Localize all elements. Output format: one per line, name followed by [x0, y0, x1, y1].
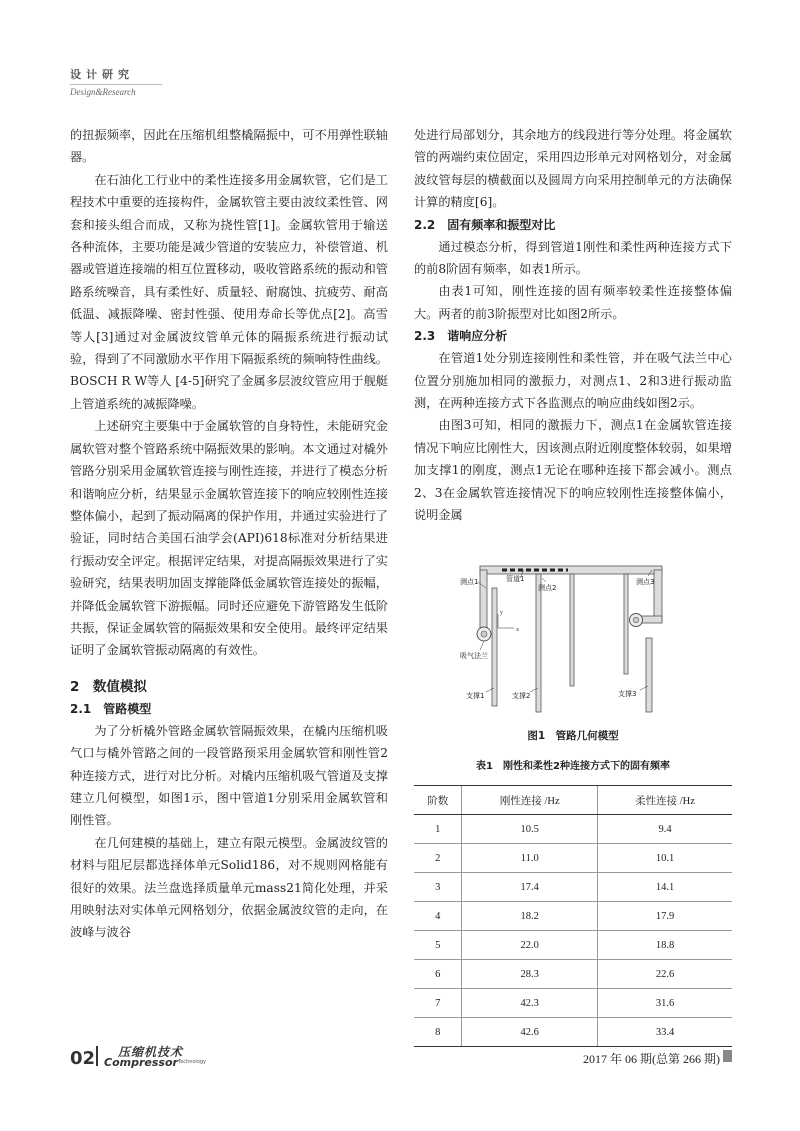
page-number: 02 — [70, 1048, 96, 1069]
support-post-b — [624, 574, 628, 674]
cell-flexible: 14.1 — [598, 873, 732, 902]
pipeline-geometry-figure — [440, 548, 700, 720]
table-row — [414, 989, 732, 1018]
journal-logo-sub: Technology — [178, 1059, 207, 1065]
cell-flexible: 33.4 — [598, 1018, 732, 1047]
paragraph: 在几何建模的基础上，建立有限元模型。金属波纹管的材料与阻尼层都选择体单元Solid186，对不规则网格能有很好的效果。法兰盘选择质量单元mass21简化处理，并采用映射法对实体单元网格划分，依据金属波纹管的走向，在波峰与波谷 — [70, 835, 388, 940]
table-row — [414, 1018, 732, 1047]
cell-flexible: 22.6 — [598, 960, 732, 989]
running-header — [70, 66, 162, 97]
label-point1: 测点1 — [460, 578, 479, 586]
support-1 — [492, 588, 497, 706]
section-title-en: Design&Research — [70, 84, 162, 97]
right-column — [414, 124, 732, 527]
cell-order: 8 — [414, 1018, 462, 1047]
cell-order: 3 — [414, 873, 462, 902]
cell-order: 5 — [414, 931, 462, 960]
cell-rigid: 42.6 — [462, 1018, 598, 1047]
table-row — [414, 960, 732, 989]
support-2 — [536, 574, 541, 712]
cell-rigid: 42.3 — [462, 989, 598, 1018]
table-caption: 表1 刚性和柔性2种连接方式下的固有频率 — [476, 761, 670, 772]
label-support2: 支撑2 — [512, 692, 531, 700]
label-support3: 支撑3 — [618, 690, 637, 698]
paragraph: 通过模态分析，得到管道1刚性和柔性两种连接方式下的前8阶固有频率，如表1所示。 — [414, 239, 732, 277]
cell-rigid: 18.2 — [462, 902, 598, 931]
col-header-flexible: 柔性连接 /Hz — [598, 786, 732, 815]
table-header-row — [414, 786, 732, 815]
journal-logo-cn: 压缩机技术 — [118, 1045, 184, 1059]
cell-rigid: 10.5 — [462, 815, 598, 844]
section-heading: 2 数值模拟 — [70, 678, 147, 695]
label-flange: 吸气法兰 — [460, 652, 488, 660]
cell-order: 1 — [414, 815, 462, 844]
paragraph: 在管道1处分别连接刚性和柔性管，并在吸气法兰中心位置分别施加相同的激振力，对测点1、2和3进行振动监测，在两种连接方式下各监测点的响应曲线如图2示。 — [414, 351, 732, 411]
paragraph: 由图3可知，相同的激振力下，测点1在金属软管连接情况下响应比刚性大，因该测点附近刚度整体较弱，如果增加支撑1的刚度，测点1无论在哪种连接下都会减小。测点2、3在金属软管连接情况下的响应较刚性连接整体偏小，说明金属 — [414, 418, 732, 523]
cell-rigid: 17.4 — [462, 873, 598, 902]
cell-order: 4 — [414, 902, 462, 931]
label-support1: 支撑1 — [466, 692, 485, 700]
footer-divider — [96, 1046, 98, 1066]
cell-flexible: 31.6 — [598, 989, 732, 1018]
cell-rigid: 11.0 — [462, 844, 598, 873]
subsection-heading: 2.2 固有频率和振型对比 — [414, 217, 556, 232]
header-pipe — [480, 566, 662, 574]
cell-rigid: 22.0 — [462, 931, 598, 960]
label-point3: 测点3 — [636, 578, 655, 586]
issue-info: 2017 年 06 期(总第 266 期) — [583, 1052, 720, 1066]
cell-order: 6 — [414, 960, 462, 989]
natural-frequency-table — [414, 785, 732, 1047]
support-post-a — [570, 574, 574, 686]
left-column — [70, 124, 388, 944]
paragraph: 由表1可知，刚性连接的固有频率较柔性连接整体偏大。两者的前3阶振型对比如图2所示。 — [414, 284, 732, 321]
paragraph: 的扭振频率，因此在压缩机组整橇隔振中，可不用弹性联轴器。 — [70, 128, 388, 165]
col-header-order: 阶数 — [414, 786, 462, 815]
paragraph: 上述研究主要集中于金属软管的自身特性，未能研究金属软管对整个管路系统中隔振效果的影响。本文通过对橇外管路分别采用金属软管连接与刚性连接，并进行了模态分析和谐响应分析，结果显示金属软管连接下的响应较刚性连接整体偏小，起到了振动隔离的保护作用，并通过实验进行了验证，同时结合美国石油学会(API)618标准对分析结果进行振动安全评定。根据评定结果，对提高隔振效果进行了实验研究，结果表明加固支撑能降低金属软管连接处的振幅，并降低金属软管下游振幅。同时还应避免下游管路发生低阶共振，保证金属软管的隔振效果和安全使用。最终评定结果证明了金属软管振动隔离的有效性。 — [70, 419, 388, 658]
cell-order: 7 — [414, 989, 462, 1018]
cell-rigid: 28.3 — [462, 960, 598, 989]
figure-caption: 图1 管路几何模型 — [527, 730, 619, 742]
subsection-heading: 2.3 谐响应分析 — [414, 329, 508, 344]
paragraph: 在石油化工行业中的柔性连接多用金属软管，它们是工程技术中重要的连接构件，金属软管主要由波纹柔性管、网套和接头组合而成，又称为挠性管[1]。金属软管用于输送各种流体，主要功能是减少管道的安装应力，补偿管道、机器或管道连接端的相互位置移动，吸收管路系统的振动和管路系统噪音，具有柔性好、质量轻、耐腐蚀、抗疲劳、耐高低温、减振降噪、密封性强、使用寿命长等优点[2]。高雪等人[3]通过对金属波纹管单元体的隔振系统进行振动试验，得到了不同激励水平作用下隔振系统的频响特性曲线。BOSCH R W等人 [4-5]研究了金属多层波纹管应用于舰艇上管道系统的减振降噪。 — [70, 172, 388, 411]
subsection-heading: 2.1 管路模型 — [70, 701, 152, 716]
label-point2: 测点2 — [538, 584, 557, 592]
left-riser-pipe — [480, 570, 487, 630]
footer-marker — [723, 1050, 732, 1062]
table-row — [414, 902, 732, 931]
section-title-cn: 设计研究 — [70, 68, 134, 81]
cell-flexible: 17.9 — [598, 902, 732, 931]
axis-y-label: y — [500, 610, 503, 616]
right-branch-pipe — [640, 616, 662, 623]
cell-order: 2 — [414, 844, 462, 873]
paragraph: 处进行局部划分，其余地方的线段进行等分处理。将金属软管的两端约束位固定，采用四边形单元对网格划分，对金属波纹管每层的横截面以及圆周方向采用控制单元的方法确保计算的精度[6]。 — [414, 128, 732, 210]
table-row — [414, 931, 732, 960]
cell-flexible: 9.4 — [598, 815, 732, 844]
table-row — [414, 873, 732, 902]
axis-x-label: x — [516, 627, 519, 633]
col-header-rigid: 刚性连接 /Hz — [462, 786, 598, 815]
table-row — [414, 815, 732, 844]
cell-flexible: 18.8 — [598, 931, 732, 960]
journal-logo-en: Compressor — [104, 1056, 178, 1069]
paragraph: 为了分析橇外管路金属软管隔振效果，在橇内压缩机吸气口与橇外管路之间的一段管路预采用金属软管和刚性管2种连接方式，进行对比分析。对橇内压缩机吸气管道及支撑建立几何模型，如图1示，图中管道1分别采用金属软管和刚性管。 — [70, 723, 388, 828]
cell-flexible: 10.1 — [598, 844, 732, 873]
support-3 — [646, 638, 652, 712]
label-pipe1: 管道1 — [506, 575, 525, 583]
right-drop-pipe — [654, 570, 662, 622]
table-row — [414, 844, 732, 873]
